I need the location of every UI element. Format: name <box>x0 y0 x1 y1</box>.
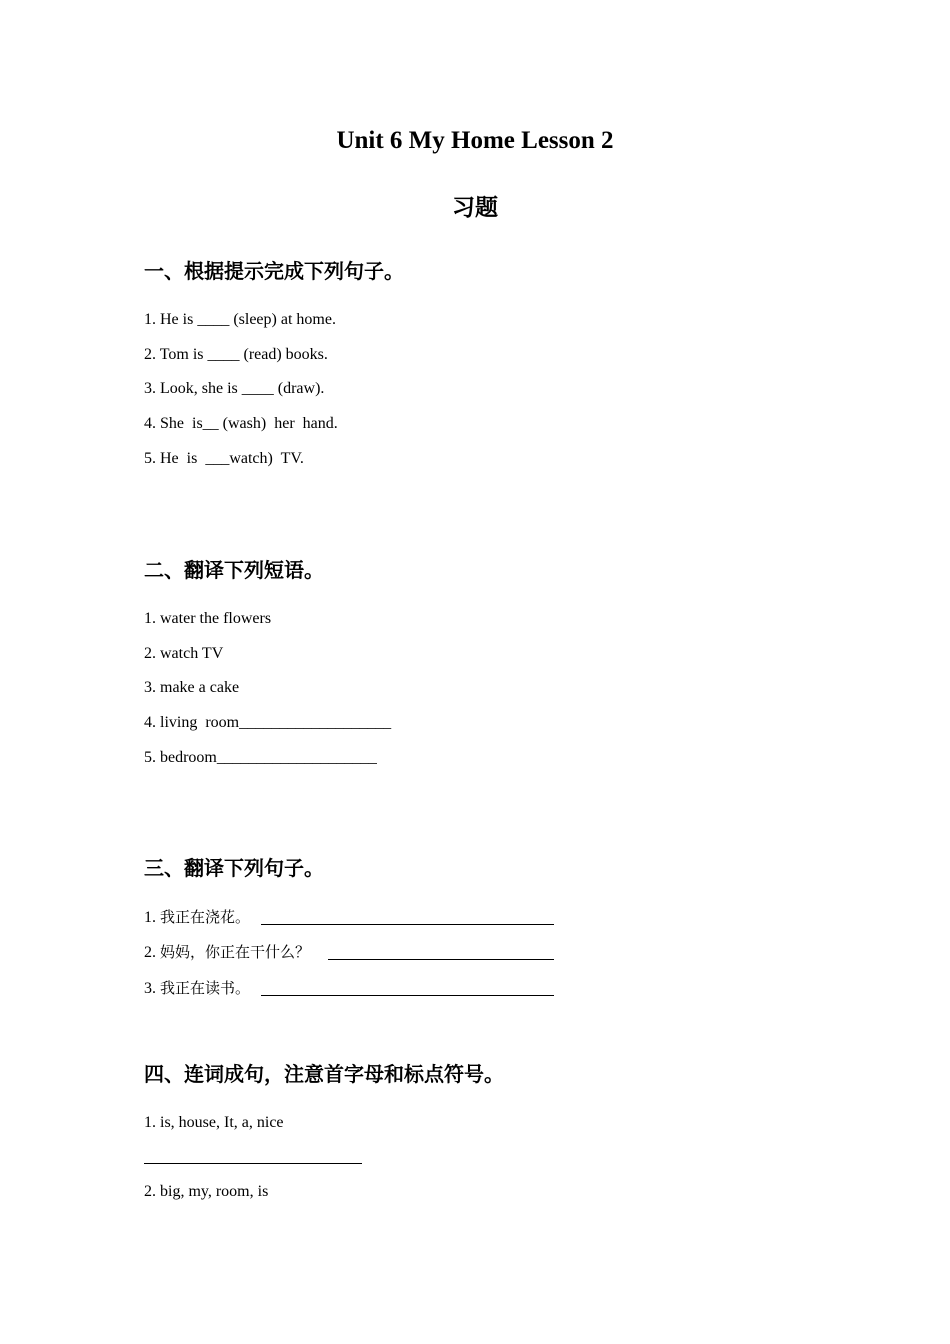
section2-heading: 二、翻译下列短语。 <box>144 558 324 582</box>
section4-item-1: 1. is, house, It, a, nice <box>144 1114 284 1131</box>
section3-item-1 <box>144 907 250 928</box>
section3-item-3 <box>144 978 250 999</box>
section1-item-3: 3. Look, she is ____ (draw). <box>144 380 325 397</box>
worksheet-subtitle: 习题 <box>452 195 498 221</box>
answer-line <box>144 1163 362 1164</box>
section1-item-1: 1. He is ____ (sleep) at home. <box>144 311 336 328</box>
worksheet-title: Unit 6 My Home Lesson 2 <box>336 127 614 154</box>
section3-heading: 三、翻译下列句子。 <box>144 856 324 880</box>
section2-item-4: 4. living room___________________ <box>144 714 392 731</box>
section2-item-1: 1. water the flowers <box>144 610 272 627</box>
answer-line <box>328 959 554 960</box>
section3-item-3-text: 我正在读书。 <box>160 979 251 997</box>
section3-item-1-number: 1. <box>144 909 156 926</box>
section1-item-4: 4. She is__ (wash) her hand. <box>144 415 338 432</box>
section4-heading: 四、连词成句，注意首字母和标点符号。 <box>144 1062 504 1086</box>
answer-line <box>261 924 554 925</box>
section3-item-1-text: 我正在浇花。 <box>160 908 251 926</box>
section3-item-3-number: 3. <box>144 980 156 997</box>
section4-item-2: 2. big, my, room, is <box>144 1183 269 1200</box>
section3-item-2-text: 妈妈，你正在干什么？ <box>160 943 311 961</box>
section2-item-3: 3. make a cake <box>144 679 240 696</box>
section1-item-2: 2. Tom is ____ (read) books. <box>144 346 328 363</box>
section1-item-5: 5. He is ___watch) TV. <box>144 450 304 467</box>
answer-line <box>261 995 554 996</box>
section3-item-2 <box>144 942 310 963</box>
section1-heading: 一、根据提示完成下列句子。 <box>144 259 404 283</box>
section2-item-5: 5. bedroom____________________ <box>144 749 377 766</box>
section3-item-2-number: 2. <box>144 944 156 961</box>
section2-item-2: 2. watch TV <box>144 645 224 662</box>
